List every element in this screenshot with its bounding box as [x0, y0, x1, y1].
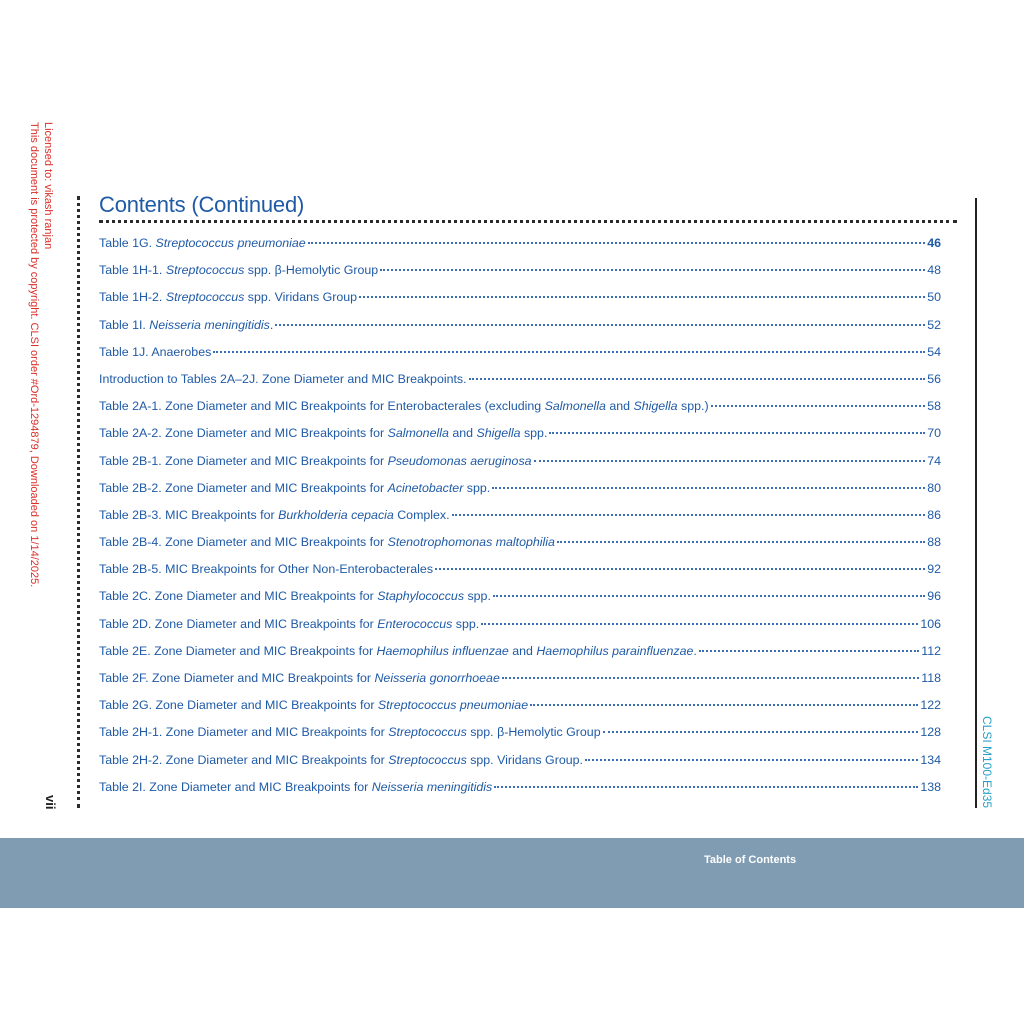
toc-entry-label[interactable]	[99, 665, 500, 692]
toc-entry-italic-text: Burkholderia cepacia	[278, 507, 394, 522]
toc-entry-italic-text: Enterococcus	[377, 616, 453, 631]
toc-entry-text: spp.	[464, 589, 491, 604]
watermark-line-2: This document is protected by copyright. CLSI order #Ord-1294879, Downloaded on 1/14/2025.	[28, 122, 40, 588]
toc-entry-text: Complex.	[393, 507, 450, 522]
page-number: vii	[43, 794, 58, 810]
toc-entry-italic-text: Haemophilus influenzae	[376, 643, 509, 658]
toc-dot-leader	[359, 296, 925, 298]
toc-entry-text: spp.)	[677, 399, 709, 414]
toc-dot-leader	[502, 677, 919, 679]
toc-dot-leader	[492, 487, 925, 489]
toc-page-number[interactable]: 138	[920, 779, 941, 794]
toc-entry-text: Table 2C. Zone Diameter and MIC Breakpoints for	[99, 589, 378, 604]
right-vertical-rule	[975, 198, 977, 808]
toc-entry-label[interactable]	[99, 339, 211, 366]
footer-bar	[0, 838, 1024, 908]
toc-entry-italic-text: Stenotrophomonas maltophilia	[387, 535, 555, 550]
toc-entry-italic-text: Salmonella	[387, 426, 449, 441]
toc-entry-label[interactable]	[99, 448, 532, 475]
toc-dot-leader	[711, 405, 925, 407]
toc-page-number[interactable]: 46	[927, 236, 941, 250]
toc-entry-text: spp.	[463, 480, 491, 495]
toc-page-number[interactable]: 54	[927, 344, 941, 359]
toc-entry[interactable]	[99, 611, 941, 638]
toc-dot-leader	[530, 704, 918, 706]
toc-entry-italic-text: Neisseria gonorrhoeae	[374, 671, 500, 685]
toc-page-number[interactable]: 106	[920, 616, 941, 631]
toc-entry-label[interactable]	[99, 393, 709, 420]
toc-entry[interactable]	[99, 638, 941, 665]
toc-dot-leader	[308, 242, 925, 244]
toc-entry[interactable]	[99, 747, 941, 774]
toc-entry-label[interactable]	[99, 774, 492, 801]
toc-dot-leader	[494, 786, 918, 788]
watermark-line-1: Licensed to: vikash ranjan	[42, 122, 54, 250]
toc-entry-italic-text: Pseudomonas aeruginosa	[387, 453, 532, 468]
toc-entry[interactable]	[99, 529, 941, 556]
toc-entry-text: Introduction to Tables 2A–2J. Zone Diameter and MIC Breakpoints.	[99, 371, 467, 386]
toc-entry[interactable]	[99, 692, 941, 719]
toc-entry-text: spp. Viridans Group	[244, 290, 358, 305]
toc-entry-text: and	[448, 426, 477, 441]
toc-entry[interactable]	[99, 475, 941, 502]
toc-entry[interactable]	[99, 583, 941, 610]
toc-entry-label[interactable]	[99, 230, 306, 257]
toc-page-number[interactable]: 52	[927, 317, 941, 332]
toc-entry[interactable]	[99, 556, 941, 583]
toc-entry-text: Table 2I. Zone Diameter and MIC Breakpoints for	[99, 779, 372, 794]
toc-entry-text: Table 2B-2. Zone Diameter and MIC Breakpoints for	[99, 480, 388, 495]
toc-entry-text: Table 1H-1.	[99, 263, 166, 278]
toc-page-number[interactable]: 96	[927, 589, 941, 604]
toc-dot-leader	[469, 378, 925, 380]
toc-entry[interactable]	[99, 665, 941, 692]
toc-entry-text: and	[605, 399, 634, 414]
toc-entry-text: Table 1J. Anaerobes	[99, 344, 212, 359]
toc-dot-leader	[435, 568, 925, 570]
toc-entry-italic-text: Salmonella	[544, 399, 606, 414]
toc-page-number[interactable]: 58	[927, 399, 941, 414]
toc-entry[interactable]	[99, 366, 941, 393]
toc-entry[interactable]	[99, 312, 941, 339]
toc-page-number[interactable]: 74	[927, 453, 941, 468]
left-dotted-rule	[77, 196, 80, 808]
toc-entry[interactable]	[99, 257, 941, 284]
page-title: Contents (Continued)	[99, 192, 305, 217]
toc-entry-text: and	[508, 643, 537, 658]
toc-dot-leader	[213, 351, 925, 353]
toc-entry-text: Table 2F. Zone Diameter and MIC Breakpoints for	[99, 671, 375, 685]
toc-page-number[interactable]: 50	[927, 290, 941, 305]
toc-page-number[interactable]: 86	[927, 507, 941, 522]
toc-entry-text: Table 2B-4. Zone Diameter and MIC Breakpoints for	[99, 535, 388, 550]
toc-entry-label[interactable]	[99, 366, 467, 393]
toc-entry-text: spp. β-Hemolytic Group	[466, 725, 601, 740]
toc-entry-italic-text: Streptococcus pneumoniae	[377, 698, 529, 713]
table-of-contents	[99, 230, 941, 801]
toc-entry-italic-text: Streptococcus	[388, 725, 467, 740]
toc-entry-text: Table 2B-3. MIC Breakpoints for	[99, 507, 279, 522]
toc-entry-label[interactable]	[99, 747, 583, 774]
toc-dot-leader	[549, 432, 925, 434]
toc-page-number[interactable]: 122	[920, 698, 941, 713]
toc-page-number[interactable]: 112	[921, 643, 941, 658]
toc-entry-label[interactable]	[99, 611, 479, 638]
toc-entry-label[interactable]	[99, 583, 491, 610]
toc-entry-italic-text: Streptococcus pneumoniae	[155, 236, 306, 250]
toc-dot-leader	[452, 514, 925, 516]
toc-page-number[interactable]: 70	[927, 426, 941, 441]
license-watermark	[21, 122, 55, 622]
toc-entry-text: Table 2B-5. MIC Breakpoints for Other Non-Enterobacterales	[99, 562, 434, 577]
toc-entry-label[interactable]	[99, 312, 273, 339]
toc-entry-text: spp.	[520, 426, 548, 441]
toc-entry-label[interactable]	[99, 719, 601, 746]
toc-entry-text: spp.	[452, 616, 480, 631]
toc-dot-leader	[603, 731, 919, 733]
toc-entry-text: Table 2D. Zone Diameter and MIC Breakpoints for	[99, 616, 378, 631]
toc-page-number[interactable]: 118	[921, 671, 941, 685]
toc-entry-text: Table 2H-2. Zone Diameter and MIC Breakpoints for	[99, 752, 389, 767]
toc-entry-text: Table 1G.	[99, 236, 156, 250]
toc-entry[interactable]	[99, 339, 941, 366]
toc-entry-italic-text: Haemophilus parainfluenzae	[536, 643, 694, 658]
toc-page-number[interactable]: 134	[920, 752, 941, 767]
toc-entry-label[interactable]	[99, 475, 490, 502]
toc-entry-label[interactable]	[99, 556, 433, 583]
toc-entry-label[interactable]	[99, 284, 357, 311]
toc-entry-text: spp. β-Hemolytic Group	[244, 263, 379, 278]
toc-entry-label[interactable]	[99, 692, 528, 719]
toc-entry-italic-text: Shigella	[476, 426, 521, 441]
toc-entry-text: Table 2B-1. Zone Diameter and MIC Breakpoints for	[99, 453, 388, 468]
toc-dot-leader	[699, 650, 919, 652]
toc-entry-text: Table 2A-2. Zone Diameter and MIC Breakpoints for	[99, 426, 388, 441]
toc-entry-text: Table 1H-2.	[99, 290, 166, 305]
toc-entry-text: Table 2H-1. Zone Diameter and MIC Breakpoints for	[99, 725, 389, 740]
toc-entry-text: Table 2A-1. Zone Diameter and MIC Breakpoints for Enterobacterales (excluding	[99, 399, 545, 414]
toc-dot-leader	[481, 623, 918, 625]
toc-entry-italic-text: Staphylococcus	[377, 589, 465, 604]
toc-entry[interactable]	[99, 502, 941, 529]
toc-entry-text: Table 2G. Zone Diameter and MIC Breakpoints for	[99, 698, 378, 713]
toc-entry-italic-text: Neisseria meningitidis	[149, 317, 270, 332]
toc-entry-label[interactable]	[99, 529, 555, 556]
toc-dot-leader	[493, 595, 925, 597]
toc-entry[interactable]	[99, 719, 941, 746]
toc-entry[interactable]	[99, 420, 941, 447]
toc-entry-italic-text: Streptococcus	[388, 752, 467, 767]
toc-dot-leader	[380, 269, 925, 271]
toc-entry-label[interactable]	[99, 420, 547, 447]
toc-entry-text: spp. Viridans Group.	[466, 752, 583, 767]
toc-entry-italic-text: Neisseria meningitidis	[371, 779, 493, 794]
toc-entry-italic-text: Streptococcus	[165, 290, 245, 305]
toc-entry-italic-text: Shigella	[633, 399, 678, 414]
toc-entry-label[interactable]	[99, 638, 697, 665]
toc-entry[interactable]	[99, 284, 941, 311]
toc-dot-leader	[534, 460, 925, 462]
toc-entry[interactable]	[99, 448, 941, 475]
document-code-label: CLSI M100-Ed35	[980, 716, 994, 809]
toc-dot-leader	[275, 324, 925, 326]
toc-page-number[interactable]: 56	[927, 371, 941, 386]
toc-entry-italic-text: Acinetobacter	[387, 480, 464, 495]
toc-entry-text: .	[693, 643, 697, 658]
toc-entry[interactable]	[99, 230, 941, 257]
toc-entry[interactable]	[99, 774, 941, 801]
toc-entry-italic-text: Streptococcus	[165, 263, 245, 278]
toc-page-number[interactable]: 88	[927, 535, 941, 550]
toc-entry-text: .	[269, 317, 274, 332]
toc-page-number[interactable]: 48	[927, 263, 941, 278]
toc-entry[interactable]	[99, 393, 941, 420]
footer-section-label[interactable]: Table of Contents	[704, 854, 797, 866]
toc-entry-label[interactable]	[99, 257, 378, 284]
toc-entry-text: Table 1I.	[99, 317, 150, 332]
toc-dot-leader	[585, 759, 918, 761]
toc-page-number[interactable]: 128	[920, 725, 941, 740]
toc-dot-leader	[557, 541, 925, 543]
toc-entry-text: Table 2E. Zone Diameter and MIC Breakpoints for	[99, 643, 377, 658]
toc-page-number[interactable]: 92	[927, 562, 941, 577]
title-dotted-rule	[99, 220, 957, 223]
toc-page-number[interactable]: 80	[927, 480, 941, 495]
toc-entry-label[interactable]	[99, 502, 450, 529]
